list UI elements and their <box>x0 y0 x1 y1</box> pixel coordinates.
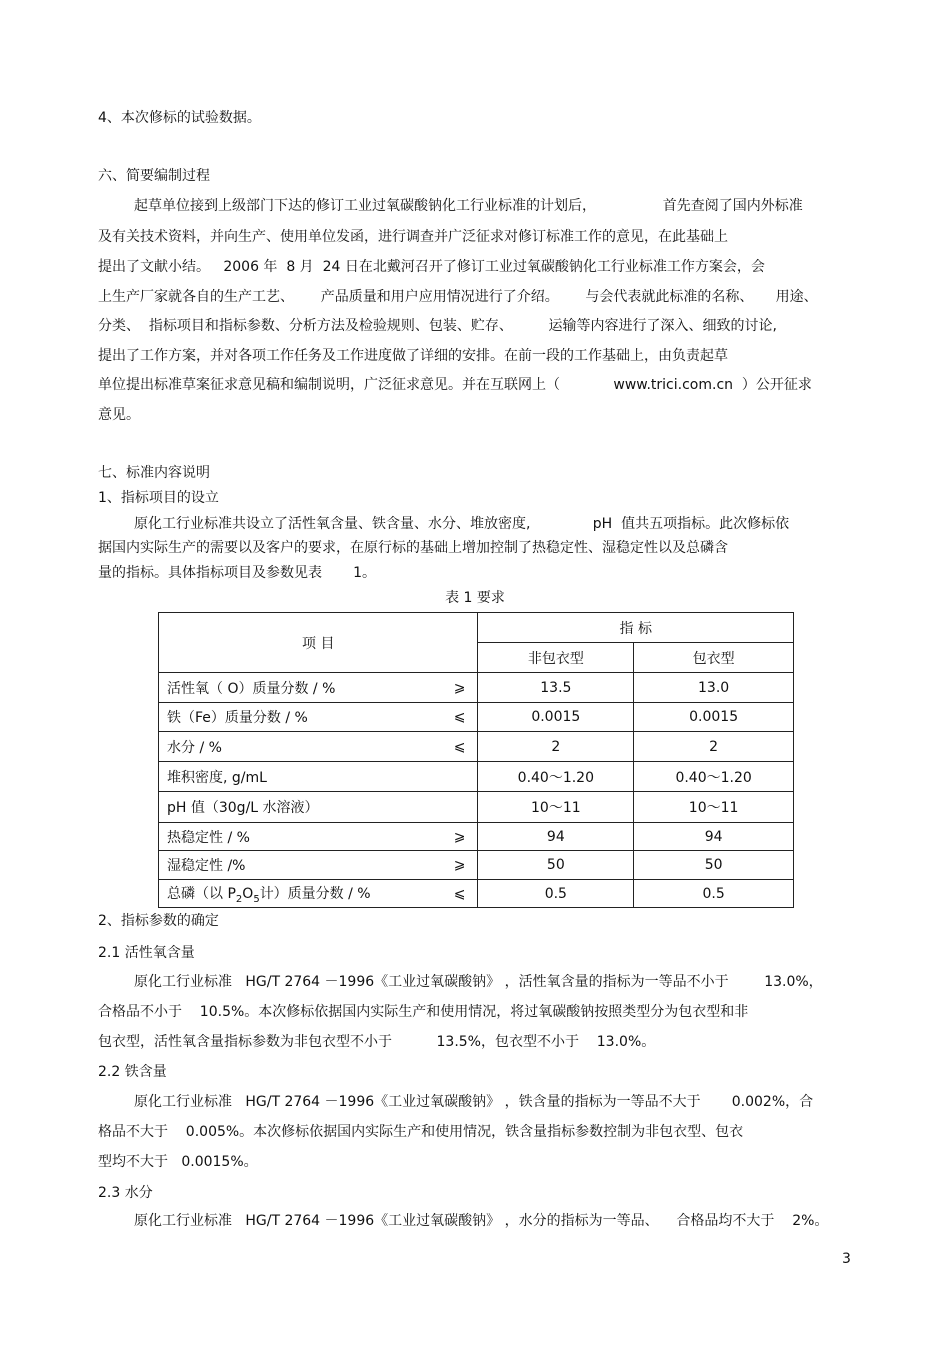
comparison-symbol: ⩾ <box>453 679 466 696</box>
header-uncoated: 非包衣型 <box>478 643 634 673</box>
text-line: 起草单位接到上级部门下达的修订工业过氧碳酸钠化工行业标准的计划后， 首先查阅了国内外标准 <box>134 198 803 214</box>
table-title: 表 1 要求 <box>445 590 505 606</box>
subsection-heading: 2.3 水分 <box>98 1185 153 1201</box>
header-coated: 包衣型 <box>634 643 794 673</box>
text-line: 上生产厂家就各自的生产工艺、 产品质量和用户应用情况进行了介绍。 与会代表就此标准的名称、 用途、 <box>98 289 818 305</box>
text-line: 单位提出标准草案征求意见稿和编制说明，广泛征求意见。并在互联网上（ www.trici.com.cn ）公开征求 <box>98 377 812 393</box>
table-row <box>159 792 794 823</box>
item-name: 铁（Fe）质量分数 / % <box>167 710 308 726</box>
value-coated: 50 <box>634 851 794 880</box>
table-row <box>159 762 794 792</box>
value-coated: 0.5 <box>634 880 794 908</box>
text-line: 分类、 指标项目和指标参数、分析方法及检验规则、包装、贮存、 运输等内容进行了深入、细致的讨论, <box>98 318 777 334</box>
section-heading: 六、简要编制过程 <box>98 168 210 184</box>
value-coated: 2 <box>634 732 794 762</box>
table-row <box>159 880 794 908</box>
comparison-symbol: ⩽ <box>453 738 466 755</box>
item-name: 堆积密度, g/mL <box>167 769 267 786</box>
value-coated: 10～11 <box>634 792 794 823</box>
value-uncoated: 0.5 <box>478 880 634 908</box>
header-item: 项 目 <box>159 613 478 673</box>
text-line: 及有关技术资料，并向生产、使用单位发函，进行调查并广泛征求对修订标准工作的意见，在此基础上 <box>98 229 728 245</box>
value-coated: 0.0015 <box>634 703 794 732</box>
item-name: 总磷（以 $P_2O_5$计）质量分数 / % <box>167 885 371 905</box>
text-line: 原化工行业标准 HG/T 2764 －1996《工业过氧碳酸钠》 ，铁含量的指标为一等品不大于 0.002%，合 <box>134 1094 814 1110</box>
text-line: 原化工行业标准 HG/T 2764 －1996《工业过氧碳酸钠》 ，活性氧含量的指标为一等品不小于 13.0%， <box>134 974 823 990</box>
subsection-heading: 2、指标参数的确定 <box>98 913 219 929</box>
subsection-heading: 1、指标项目的设立 <box>98 490 219 506</box>
text-line: 原化工行业标准 HG/T 2764 －1996《工业过氧碳酸钠》 ，水分的指标为一等品、 合格品均不大于 2%。 <box>134 1213 829 1229</box>
text-line: 据国内实际生产的需要以及客户的要求，在原行标的基础上增加控制了热稳定性、湿稳定性以及总磷含 <box>98 540 728 556</box>
table-row <box>159 823 794 851</box>
item-name: pH 值（30g/L 水溶液） <box>167 800 319 816</box>
text-line: 型均不大于 0.0015%。 <box>98 1154 258 1170</box>
table-row <box>159 673 794 703</box>
item-name: 热稳定性 / % <box>167 829 250 846</box>
text-line: 量的指标。具体指标项目及参数见表 1。 <box>98 565 377 581</box>
subsection-heading: 2.2 铁含量 <box>98 1064 167 1080</box>
value-uncoated: 0.0015 <box>478 703 634 732</box>
text-line: 意见。 <box>98 407 140 423</box>
item-name: 湿稳定性 /% <box>167 858 246 874</box>
comparison-symbol: ⩾ <box>453 857 466 873</box>
header-indicator: 指 标 <box>478 613 794 643</box>
text-line: 原化工行业标准共设立了活性氧含量、铁含量、水分、堆放密度, pH 值共五项指标。此次修标依 <box>134 516 790 532</box>
value-uncoated: 0.40～1.20 <box>478 762 634 792</box>
value-coated: 94 <box>634 823 794 851</box>
subsection-heading: 2.1 活性氧含量 <box>98 945 195 961</box>
value-uncoated: 10～11 <box>478 792 634 823</box>
value-uncoated: 13.5 <box>478 673 634 703</box>
value-coated: 13.0 <box>634 673 794 703</box>
text-line: 提出了文献小结。 2006 年 8 月 24 日在北戴河召开了修订工业过氧碳酸钠化工行业标准工作方案会，会 <box>98 259 765 275</box>
text-line: 提出了工作方案，并对各项工作任务及工作进度做了详细的安排。在前一段的工作基础上，由负责起草 <box>98 348 728 364</box>
item-name: 活性氧（ O）质量分数 / % <box>167 680 336 697</box>
text-line: 包衣型，活性氧含量指标参数为非包衣型不小于 13.5%，包衣型不小于 13.0%。 <box>98 1034 656 1050</box>
text-line: 4、本次修标的试验数据。 <box>98 110 261 126</box>
item-name: 水分 / % <box>167 739 222 756</box>
value-uncoated: 94 <box>478 823 634 851</box>
table-row <box>159 703 794 732</box>
table-row <box>159 851 794 880</box>
comparison-symbol: ⩾ <box>453 828 466 845</box>
value-uncoated: 50 <box>478 851 634 880</box>
text-line: 合格品不小于 10.5%。本次修标依据国内实际生产和使用情况，将过氧碳酸钠按照类型分为包衣型和非 <box>98 1004 749 1020</box>
text-line: 格品不大于 0.005%。本次修标依据国内实际生产和使用情况，铁含量指标参数控制为非包衣型、包衣 <box>98 1124 744 1140</box>
table-row <box>159 732 794 762</box>
value-coated: 0.40～1.20 <box>634 762 794 792</box>
page-number: 3 <box>842 1251 851 1267</box>
value-uncoated: 2 <box>478 732 634 762</box>
requirements-table <box>158 612 794 908</box>
comparison-symbol: ⩽ <box>453 709 466 725</box>
section-heading: 七、标准内容说明 <box>98 465 210 481</box>
comparison-symbol: ⩽ <box>453 885 466 902</box>
